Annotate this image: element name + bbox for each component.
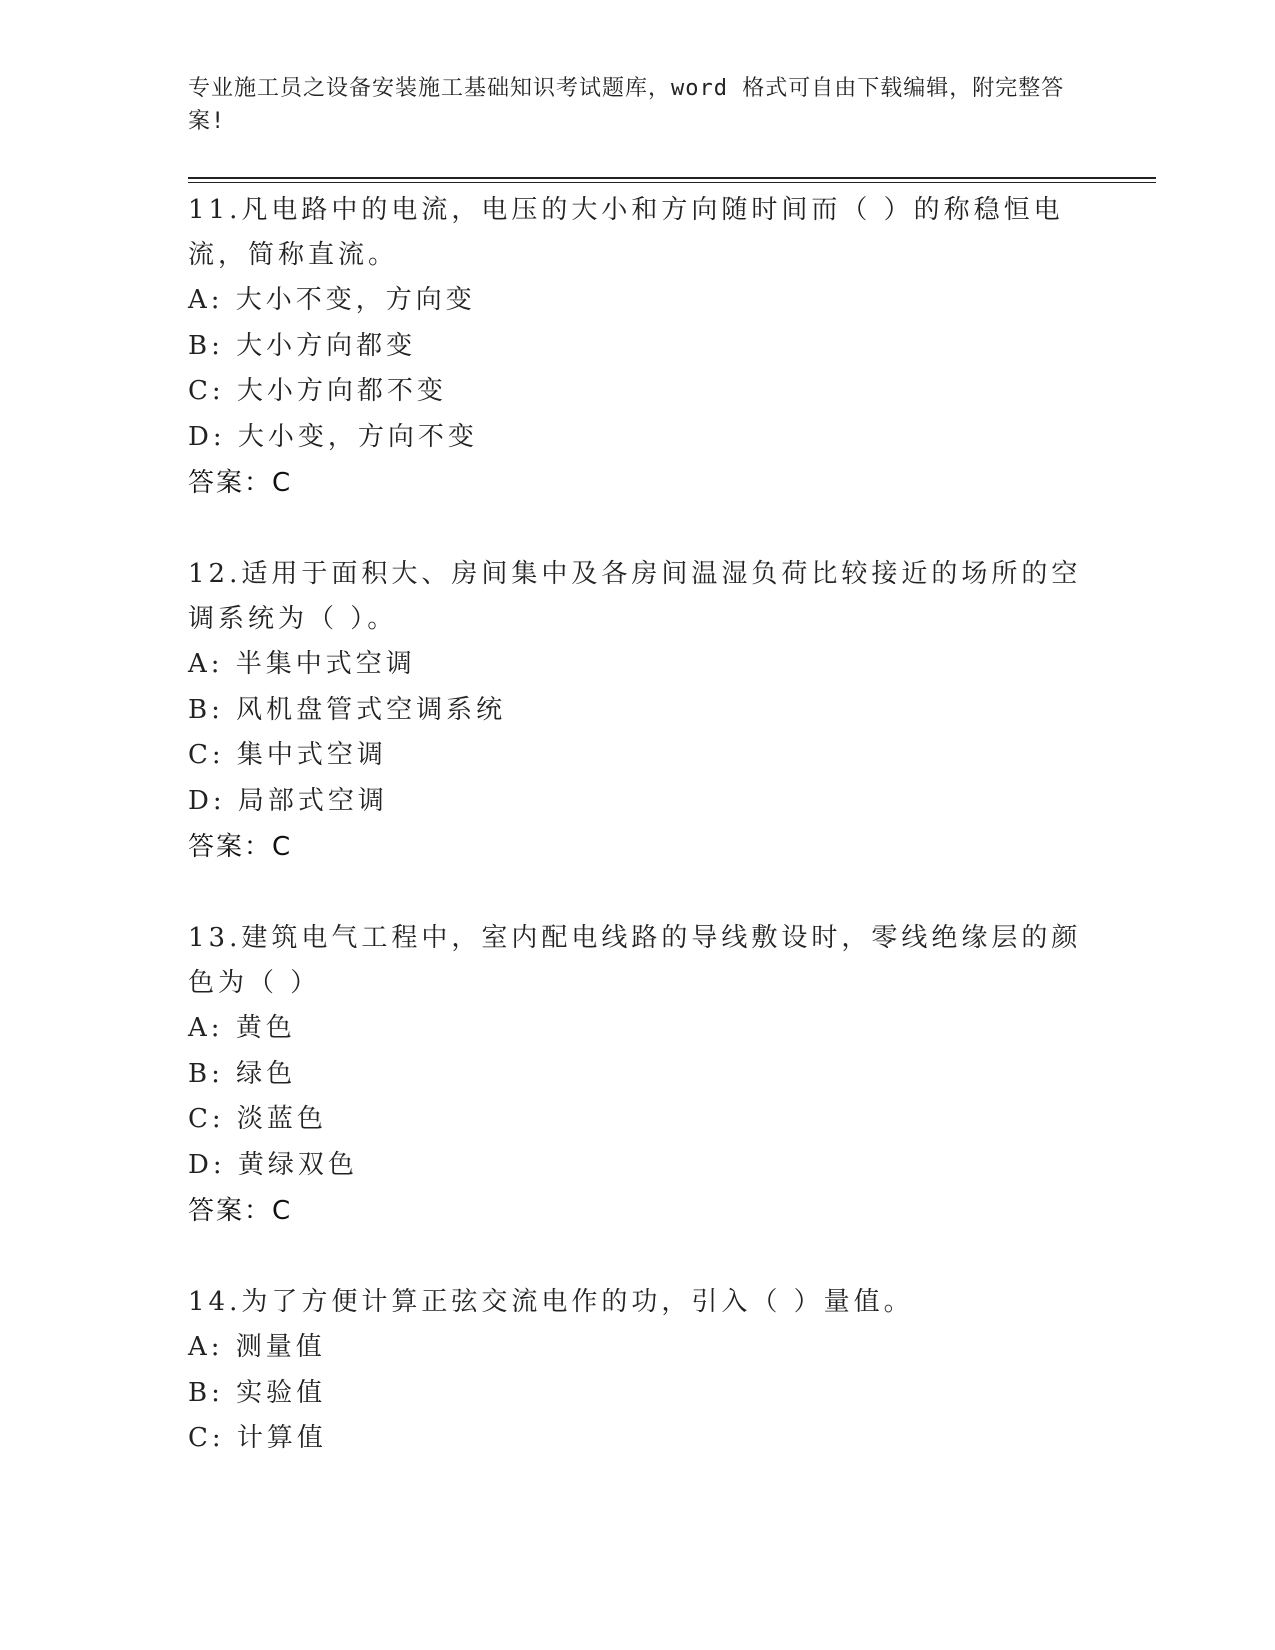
question-11 (188, 188, 1088, 506)
option-c: C: 大小方向都不变 (188, 376, 447, 406)
question-list (188, 188, 1088, 1508)
option-d: D: 大小变，方向不变 (188, 421, 478, 452)
option-c: C: 计算值 (188, 1423, 327, 1453)
question-text: 11.凡电路中的电流，电压的大小和方向随时间而（ ）的称稳恒电流，简称直流。 (188, 195, 1064, 270)
answer-label: 答案： (188, 832, 273, 862)
header-divider (188, 177, 1156, 179)
answer-value: C (272, 832, 293, 862)
option-a: A: 大小不变，方向变 (188, 285, 476, 315)
document-intro: 专业施工员之设备安装施工基础知识考试题库，word 格式可自由下载编辑，附完整答案! (188, 76, 1065, 134)
answer-value: C (272, 1196, 293, 1226)
option-a: A: 测量值 (188, 1332, 326, 1362)
option-b: B: 风机盘管式空调系统 (188, 694, 507, 725)
question-text: 14.为了方便计算正弦交流电作的功，引入（ ）量值。 (188, 1287, 914, 1317)
answer (188, 1188, 1088, 1234)
option-c: C: 淡蓝色 (188, 1104, 327, 1134)
question-14 (188, 1280, 1088, 1462)
answer-label: 答案： (188, 468, 273, 498)
option-d: D: 局部式空调 (188, 785, 388, 816)
question-text: 12.适用于面积大、房间集中及各房间温湿负荷比较接近的场所的空调系统为（ ）。 (188, 559, 1082, 634)
option-c: C: 集中式空调 (188, 740, 387, 770)
option-a: A: 半集中式空调 (188, 649, 416, 679)
option-a: A: 黄色 (188, 1013, 296, 1043)
option-d: D: 黄绿双色 (188, 1149, 358, 1180)
option-b: B: 绿色 (188, 1058, 297, 1089)
option-b: B: 大小方向都变 (188, 330, 417, 361)
question-text: 13.建筑电气工程中，室内配电线路的导线敷设时，零线绝缘层的颜色为（ ） (188, 923, 1082, 998)
question-12 (188, 552, 1088, 870)
answer (188, 460, 1088, 506)
header-divider-thin (188, 182, 1156, 183)
answer-label: 答案： (188, 1196, 273, 1226)
answer-value: C (272, 468, 293, 498)
option-b: B: 实验值 (188, 1377, 327, 1408)
answer (188, 824, 1088, 870)
question-13 (188, 916, 1088, 1234)
